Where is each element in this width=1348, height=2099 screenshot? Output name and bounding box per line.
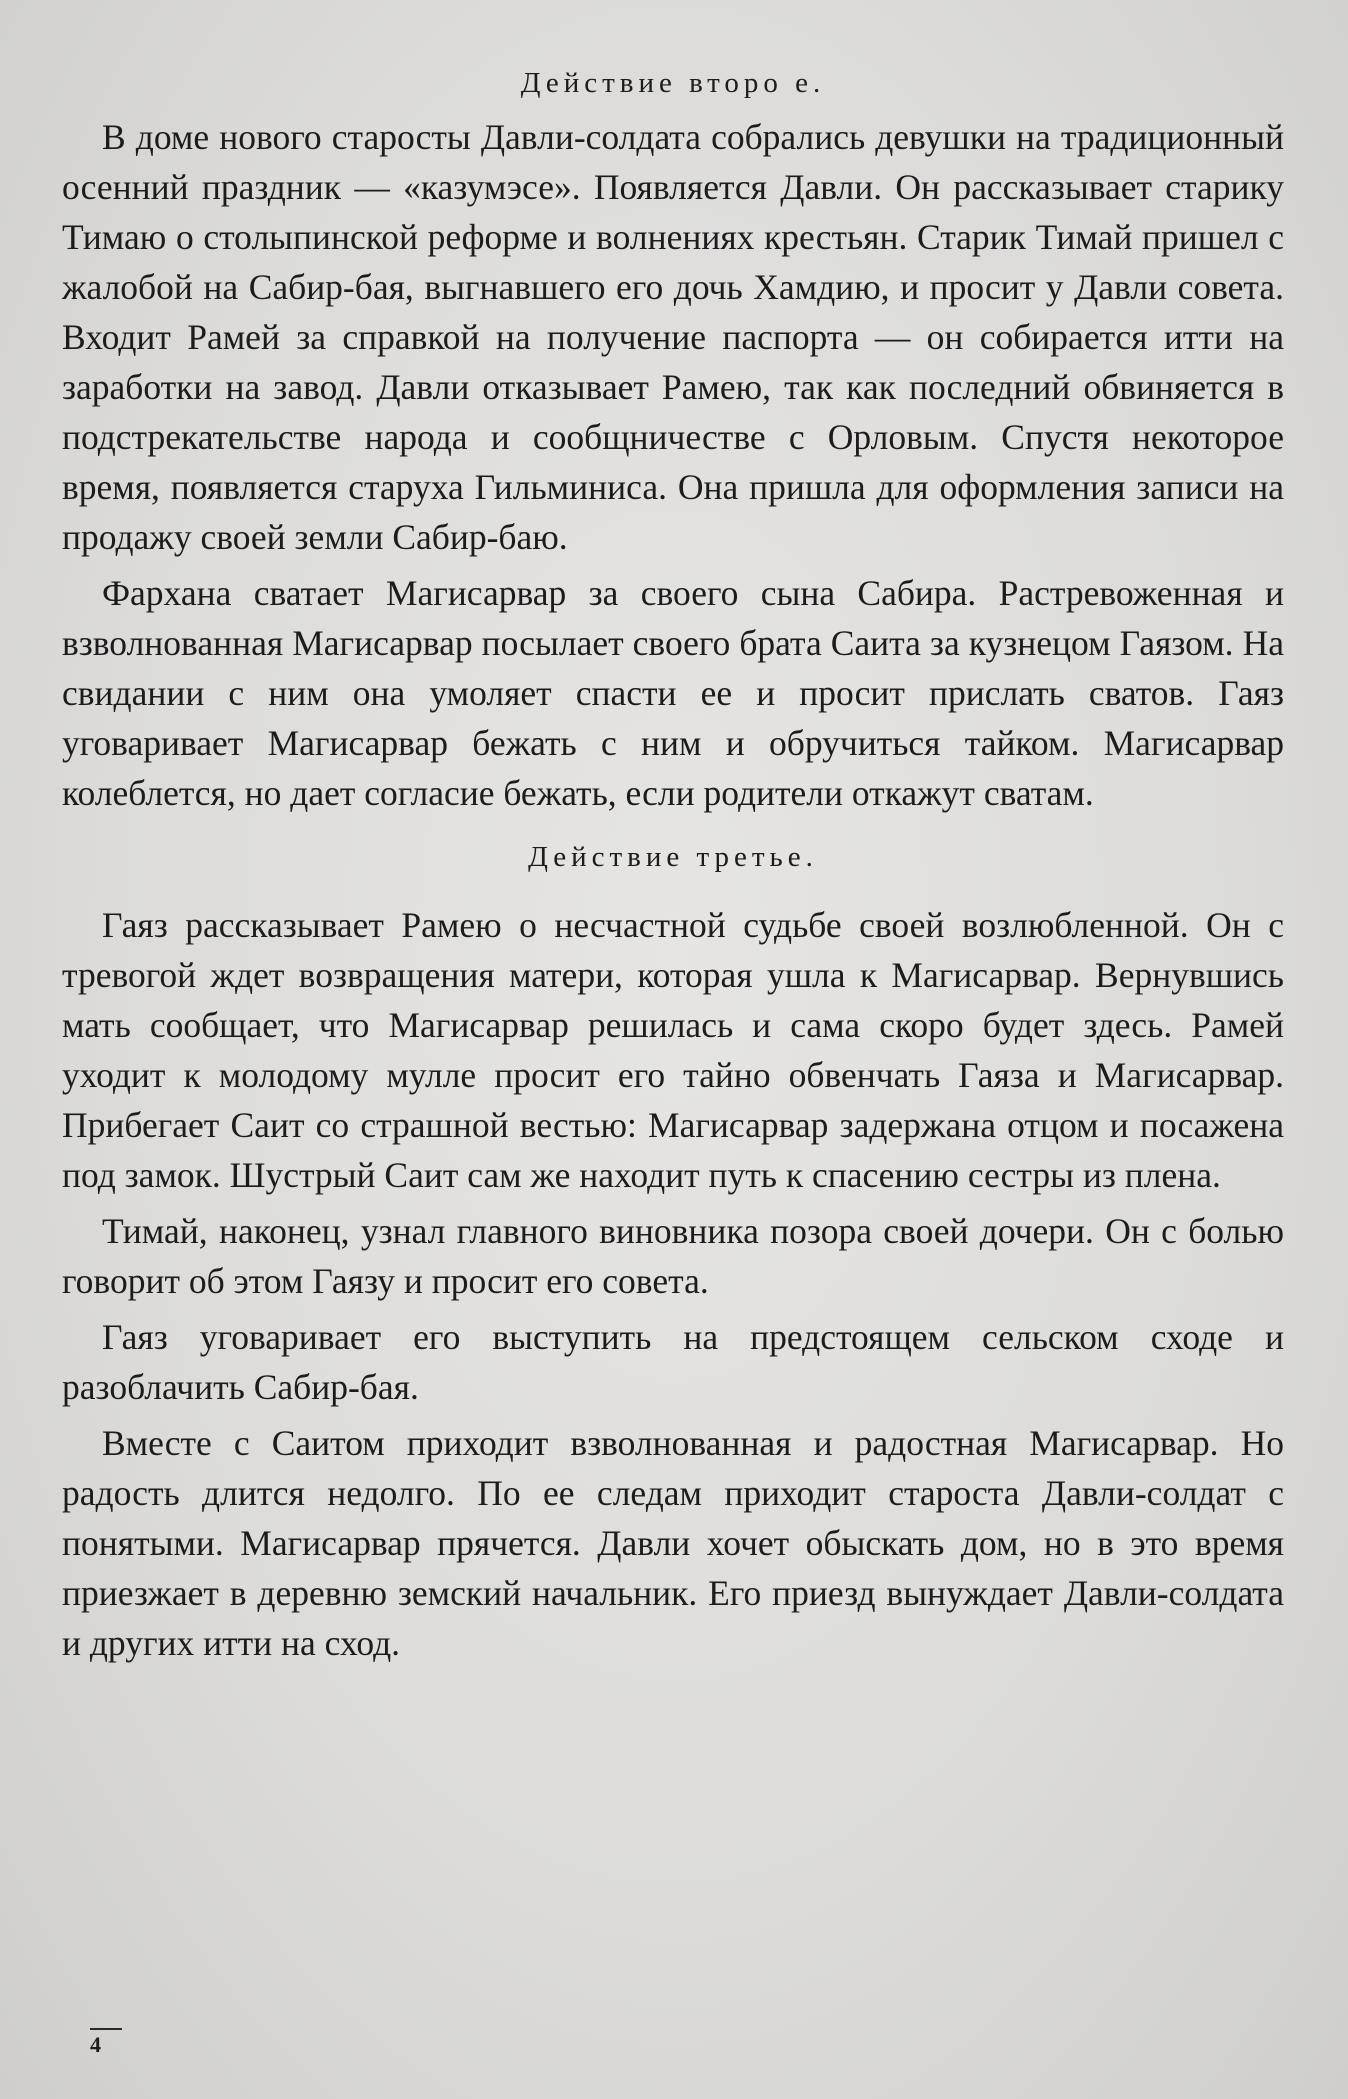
act-three-paragraph: Вместе с Саитом приходит взволнованная и радостная Магисарвар. Но радость длится недолго. По ее следам приходит староста Давли-солдат с понятыми. Магисарвар прячется. Давли хочет обыскать дом, но в это время приезжает в деревню земский начальник. Его приезд вынуждает Давли-солдата и других итти на сход. [62,1423,1284,1663]
act-two-paragraph: В доме нового старосты Давли-солдата собрались девушки на традиционный осенний праздник — «казумэсе». Появляется Давли. Он рассказывает старику Тимаю о столыпинской реформе и волнениях крестьян. Старик Тимай пришел с жалобой на Сабир-бая, выгнавшего его дочь Хамдию, и просит у Давли совета. Входит Рамей за справкой на получение паспорта — он собирается итти на заработки на завод. Давли отказывает Рамею, так как последний обвиняется в подстрекательстве народа и сообщничестве с Орловым. Спустя некоторое время, появляется старуха Гильминиса. Она пришла для оформления записи на продажу своей земли Сабир-баю. [62,117,1284,557]
page-text [62,58,1284,1674]
act-two-paragraph: Фархана сватает Магисарвар за своего сына Сабира. Растревоженная и взволнованная Магисарвар посылает своего брата Саита за кузнецом Гаязом. На свидании с ним она умоляет спасти ее и просит прислать сватов. Гаяз уговаривает Магисарвар бежать с ним и обручиться тайком. Магисарвар колеблется, но дает согласие бежать, если родители откажут сватам. [62,573,1284,813]
page-number: 4 [90,2028,122,2058]
act-three-paragraph: Гаяз рассказывает Рамею о несчастной судьбе своей возлюбленной. Он с тревогой ждет возвращения матери, которая ушла к Магисарвар. Вернувшись мать сообщает, что Магисарвар решилась и сама скоро будет здесь. Рамей уходит к молодому мулле просит его тайно обвенчать Гаяза и Магисарвар. Прибегает Саит со страшной вестью: Магисарвар задержана отцом и посажена под замок. Шустрый Саит сам же находит путь к спасению сестры из плена. [62,905,1284,1195]
act-three-paragraph: Гаяз уговаривает его выступить на предстоящем сельском сходе и разоблачить Сабир-бая. [62,1317,1284,1407]
act-two-heading: Действие второ е. [520,67,826,99]
act-three-paragraph: Тимай, наконец, узнал главного виновника позора своей дочери. Он с болью говорит об этом Гаязу и просит его совета. [62,1211,1284,1301]
act-three-heading: Действие третье. [528,841,818,873]
